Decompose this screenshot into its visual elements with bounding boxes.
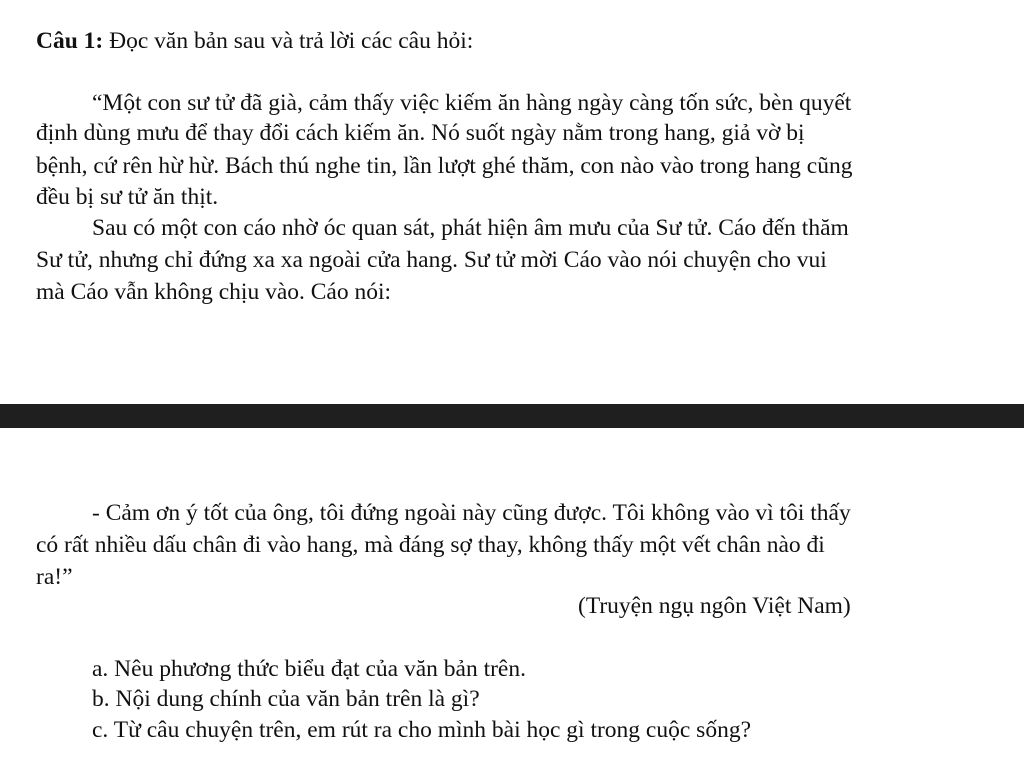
passage-line: - Cảm ơn ý tốt của ông, tôi đứng ngoài này cũng được. Tôi không vào vì tôi thấy <box>92 500 851 526</box>
sub-question: c. Từ câu chuyện trên, em rút ra cho mình bài học gì trong cuộc sống? <box>92 717 751 743</box>
question-instruction: Đọc văn bản sau và trả lời các câu hỏi: <box>103 28 474 54</box>
passage-line: mà Cáo vẫn không chịu vào. Cáo nói: <box>36 279 392 305</box>
passage-line: ra!” <box>36 564 73 590</box>
question-label: Câu 1: <box>36 28 104 54</box>
passage-line: Sư tử, nhưng chỉ đứng xa xa ngoài cửa hang. Sư tử mời Cáo vào nói chuyện cho vui <box>36 247 827 273</box>
passage-line: bệnh, cứ rên hừ hừ. Bách thú nghe tin, lần lượt ghé thăm, con nào vào trong hang cũng <box>36 153 853 179</box>
question-heading <box>36 26 473 56</box>
source-citation: (Truyện ngụ ngôn Việt Nam) <box>578 593 851 619</box>
passage-line: đều bị sư tử ăn thịt. <box>36 184 219 210</box>
passage-line: có rất nhiều dấu chân đi vào hang, mà đáng sợ thay, không thấy một vết chân nào đi <box>36 532 825 558</box>
sub-question: a. Nêu phương thức biểu đạt của văn bản trên. <box>92 656 526 682</box>
page-separator-bar <box>0 404 1024 428</box>
passage-line: “Một con sư tử đã già, cảm thấy việc kiếm ăn hàng ngày càng tốn sức, bèn quyết <box>92 90 852 116</box>
passage-line: định dùng mưu để thay đổi cách kiếm ăn. Nó suốt ngày nằm trong hang, giả vờ bị <box>36 120 805 146</box>
passage-line: Sau có một con cáo nhờ óc quan sát, phát hiện âm mưu của Sư tử. Cáo đến thăm <box>92 215 849 241</box>
sub-question: b. Nội dung chính của văn bản trên là gì? <box>92 686 480 712</box>
document-page-bottom <box>0 428 1024 772</box>
